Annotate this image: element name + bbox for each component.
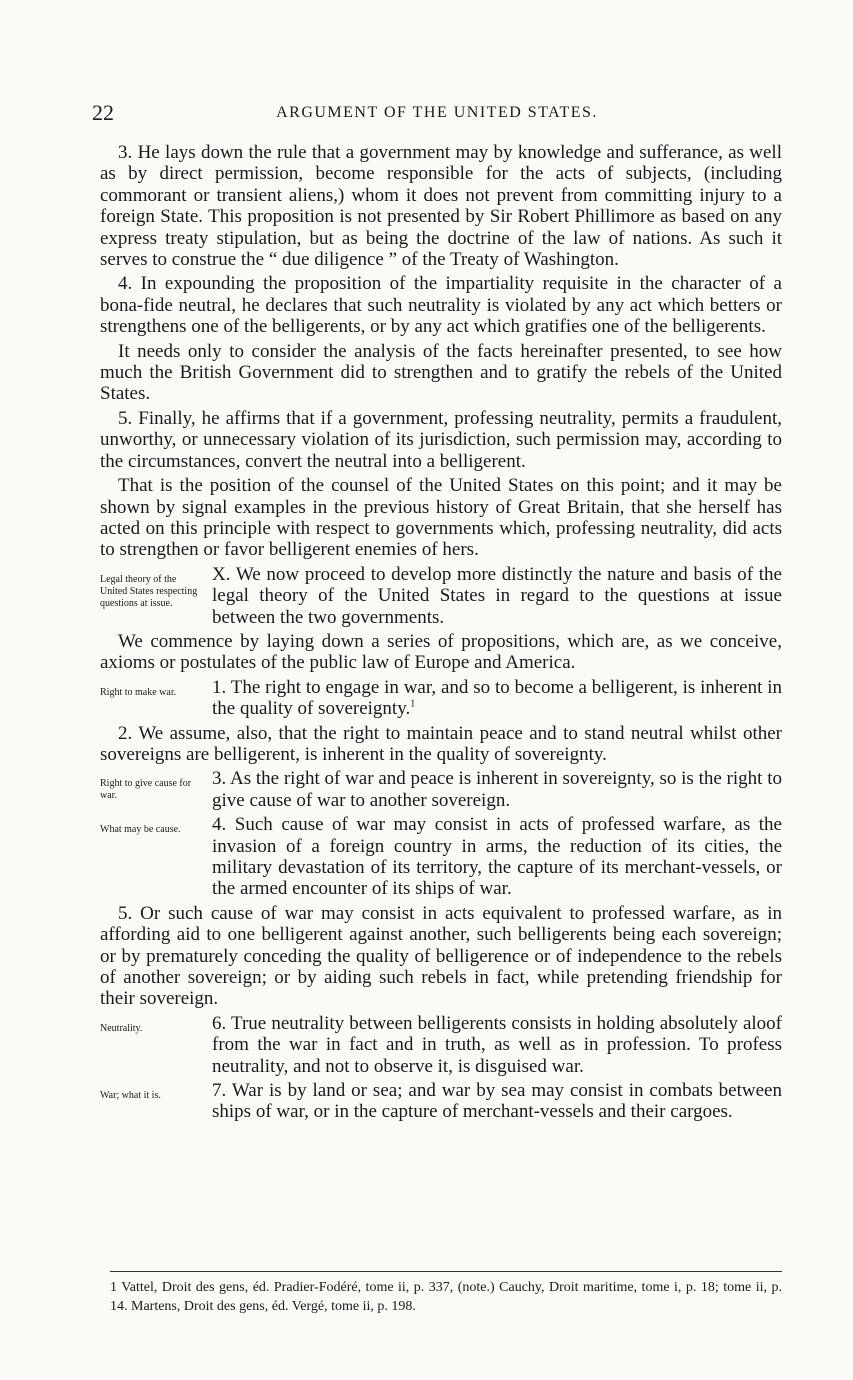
page-header (92, 100, 782, 130)
proposition-4-block (100, 814, 782, 900)
paragraph-x: X. We now proceed to develop more distinctly the nature and basis of the legal theory of the United States in regard to the questions at issue between the two governments. (212, 563, 782, 628)
margin-note-what-may-be-cause: What may be cause. (100, 824, 181, 836)
proposition-7-block (100, 1080, 782, 1123)
paragraph-position: That is the position of the counsel of the United States on this point; and it may be shown by signal examples in the previous history of Great Britain, that she herself has acted on this principle with respect to governments which, professing neutrality, did acts to strengthen or favor belligerent enemies of hers. (100, 475, 782, 561)
paragraph-4: 4. In expounding the proposition of the impartiality requisite in the character of a bona-fide neutral, he declares that such neutrality is violated by any act which betters or strengthens one of the belligerents, or by any act which gratifies one of the belligerents. (100, 273, 782, 338)
paragraph-commence: We commence by laying down a series of propositions, which are, as we conceive, axioms or postulates of the public law of Europe and America. (100, 630, 782, 674)
footnote-ref: 1 (410, 698, 416, 710)
paragraph-3: 3. He lays down the rule that a government may by knowledge and sufferance, as well as by direct permission, become responsible for the acts of subjects, (including commorant or transient aliens,) whom it does not prevent from committing injury to a foreign State. This proposition is not presented by Sir Robert Phillimore as based on any express treaty stipulation, but as being the doctrine of the law of nations. As such it serves to construe the “ due diligence ” of the Treaty of Washington. (100, 142, 782, 271)
paragraph-5: 5. Finally, he affirms that if a government, professing neutrality, permits a fraudulent, unworthy, or unnecessary violation of its jurisdiction, such permission may, according to the circumstances, convert the neutral into a belligerent. (100, 407, 782, 472)
margin-note-right-to-give-cause: Right to give cause for war. (100, 778, 192, 802)
proposition-3: 3. As the right of war and peace is inherent in sovereignty, so is the right to give cause of war to another sovereign. (212, 768, 782, 811)
body-text (100, 142, 782, 1126)
page-number: 22 (92, 100, 114, 125)
footnote: 1 Vattel, Droit des gens, éd. Pradier-Fodéré, tome ii, p. 337, (note.) Cauchy, Droit maritime, tome i, p. 18; tome ii, p. 14. Martens, Droit des gens, éd. Vergé, tome ii, p. 198. (110, 1280, 782, 1314)
margin-note-right-to-make-war: Right to make war. (100, 686, 177, 698)
running-head: ARGUMENT OF THE UNITED STATES. (276, 104, 598, 121)
proposition-1-block (100, 677, 782, 720)
margin-note-war-what-it-is: War; what it is. (100, 1090, 161, 1102)
proposition-4: 4. Such cause of war may consist in acts of professed warfare, as the invasion of a foreign country in arms, the reduction of its cities, the military devastation of its territory, the capture of its merchant-vessels, or the armed encounter of its ships of war. (212, 814, 782, 900)
footnote-rule (110, 1271, 782, 1272)
margin-note-neutrality: Neutrality. (100, 1022, 143, 1034)
proposition-1 (212, 677, 782, 720)
paragraph-needs: It needs only to consider the analysis of the facts hereinafter presented, to see how much the British Government did to strengthen and to gratify the rebels of the United States. (100, 340, 782, 405)
margin-note-legal-theory: Legal theory of the United States respecting questions at issue. (100, 573, 198, 609)
proposition-2: 2. We assume, also, that the right to maintain peace and to stand neutral whilst other sovereigns are belligerent, is inherent in the quality of sovereignty. (100, 722, 782, 765)
proposition-7: 7. War is by land or sea; and war by sea may consist in combats between ships of war, or in the capture of merchant-vessels and their cargoes. (212, 1080, 782, 1123)
proposition-6-block (100, 1013, 782, 1077)
proposition-3-block (100, 768, 782, 811)
proposition-6: 6. True neutrality between belligerents consists in holding absolutely aloof from the war in fact and in truth, as well as in profession. To profess neutrality, and not to observe it, is disguised war. (212, 1012, 782, 1077)
proposition-1-text: 1. The right to engage in war, and so to become a belligerent, is inherent in the quality of sovereignty. (212, 676, 782, 720)
section-x (100, 564, 782, 628)
proposition-5: 5. Or such cause of war may consist in acts equivalent to professed warfare, as in affording aid to one belligerent against another, such belligerents being each sovereign; or by prematurely conceding the quality of belligerence or of independence to the rebels of another sovereign; or by aiding such rebels in fact, while pretending friendship for their sovereign. (100, 902, 782, 1010)
